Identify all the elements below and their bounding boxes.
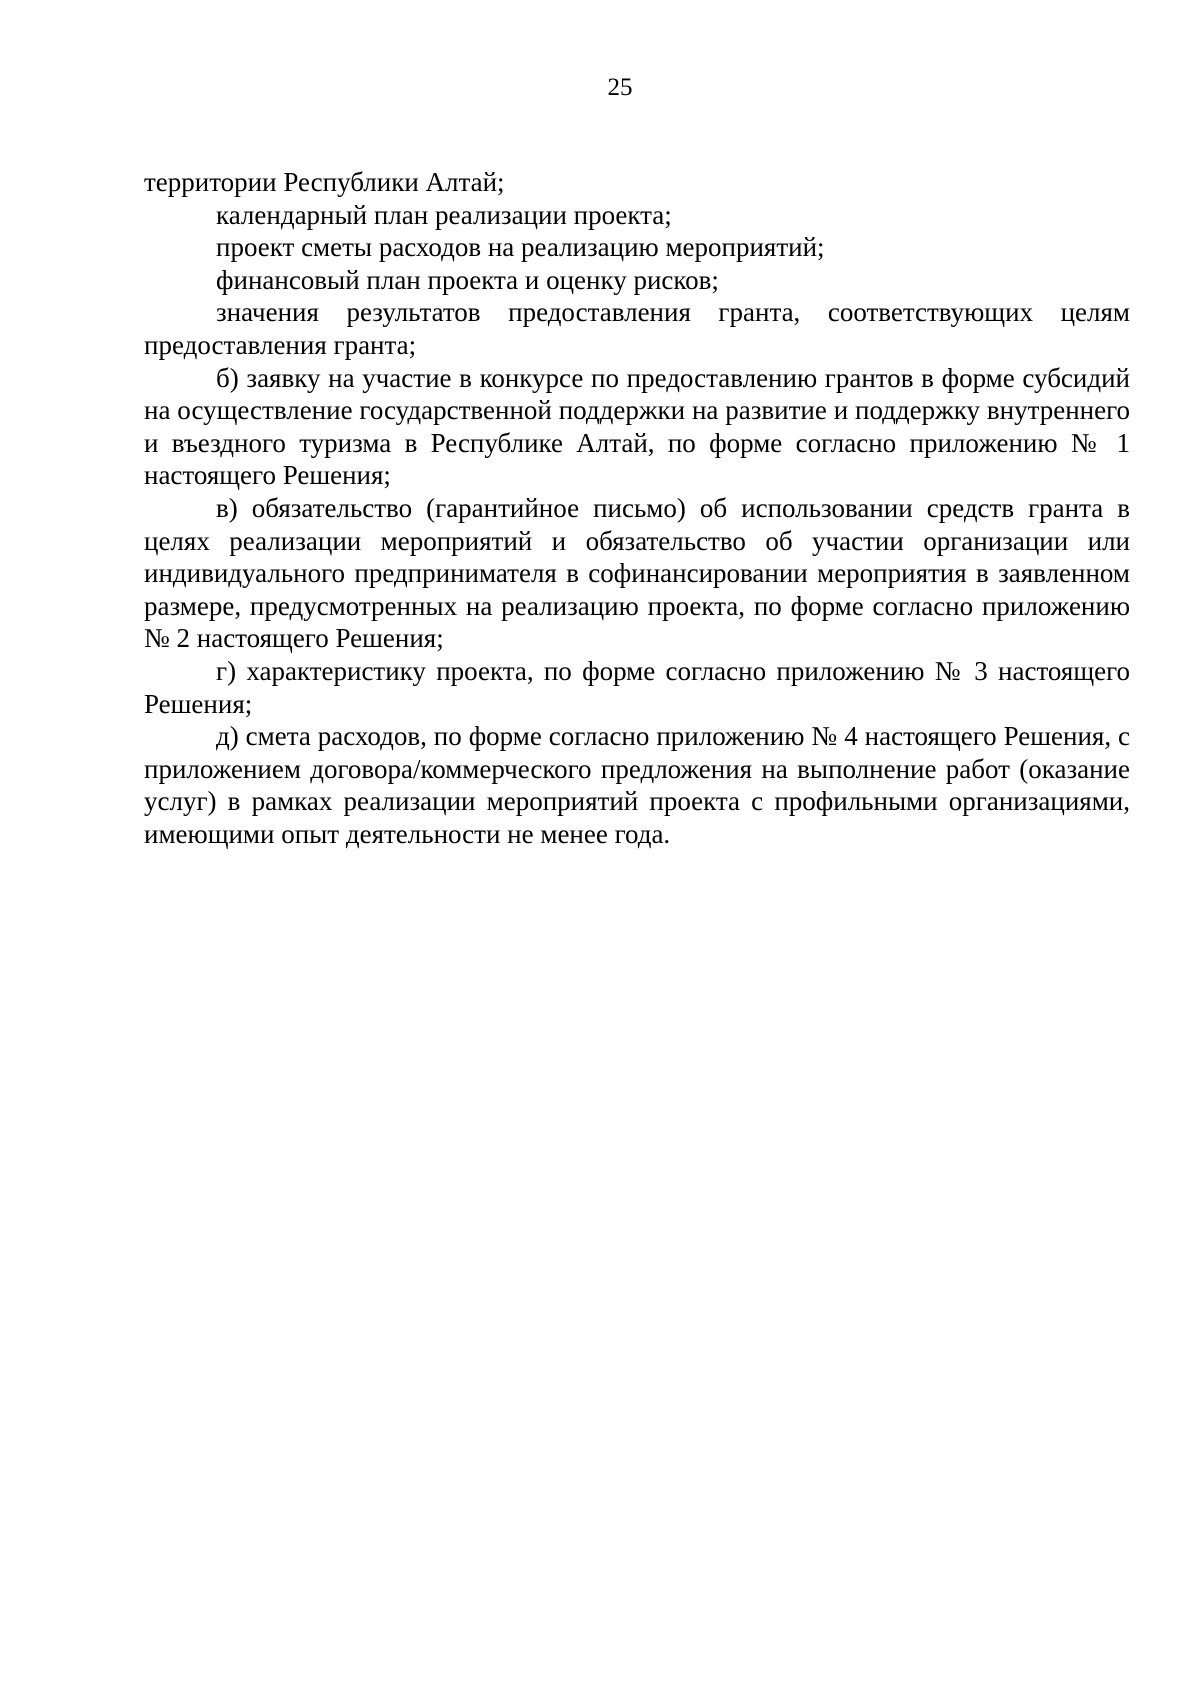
paragraph-item-g-characteristics: г) характеристику проекта, по форме согласно приложению № 3 настоящего Решения;	[144, 655, 1130, 719]
paragraph-financial-plan: финансовый план проекта и оценку рисков;	[216, 264, 719, 295]
paragraph-territory: территории Республики Алтай;	[144, 167, 505, 197]
paragraph-item-d-estimate: д) смета расходов, по форме согласно приложению № 4 настоящего Решения, с приложением договора/коммерческого предложения на выполнение работ (оказание услуг) в рамках реализации мероприятий проекта с профильными организациями, имеющими опыт деятельности не менее года.	[144, 721, 1130, 849]
paragraph-cost-estimate-draft: проект сметы расходов на реализацию мероприятий;	[216, 232, 825, 263]
paragraph-grant-results: значения результатов предоставления гранта, соответствующих целям предоставления гранта;	[144, 297, 1130, 360]
page-number: 25	[607, 74, 633, 101]
paragraph-item-b-application: б) заявку на участие в конкурсе по предоставлению грантов в форме субсидий на осуществление государственной поддержки на развитие и поддержку внутреннего и въездного туризма в Республике Алтай, по форме согласно приложению № 1 настоящего Решения;	[144, 362, 1130, 491]
paragraph-calendar-plan: календарный план реализации проекта;	[216, 199, 672, 230]
document-body	[144, 166, 1130, 850]
paragraph-item-v-obligation: в) обязательство (гарантийное письмо) об использовании средств гранта в целях реализации мероприятий и обязательство об участии организации или индивидуального предпринимателя в софинансировании мероприятия в заявленном размере, предусмотренных на реализацию проекта, по форме согласно приложению № 2 настоящего Решения;	[144, 492, 1130, 654]
